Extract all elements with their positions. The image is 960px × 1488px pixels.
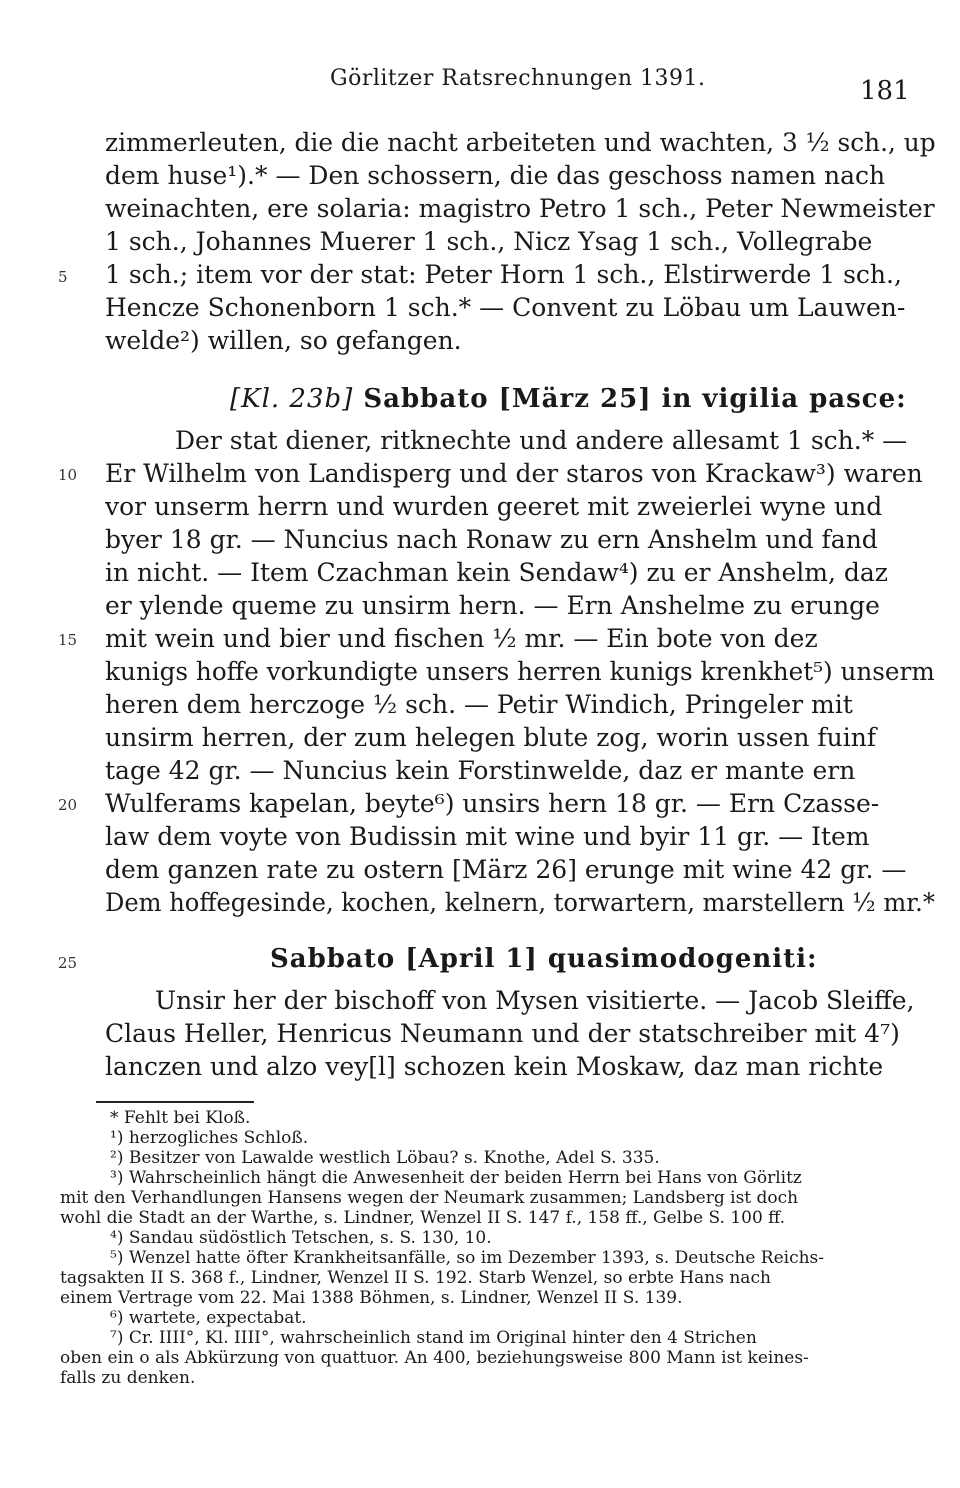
line-number: 25: [58, 954, 78, 972]
footnote: ¹) herzogliches Schloß.: [110, 1128, 309, 1148]
text-line: unsirm herren, der zum helegen blute zog, worin ussen fuinf: [105, 723, 877, 752]
footnote: ³) Wahrscheinlich hängt die Anwesenheit der beiden Herrn bei Hans von Görlitz: [110, 1168, 802, 1188]
text-line: mit wein und bier und fischen ½ mr. — Ein bote von dez: [105, 624, 818, 653]
heading-text: Sabbato [April 1] quasimodogeniti:: [270, 944, 818, 974]
footnote: falls zu denken.: [60, 1368, 196, 1388]
text-line: Hencze Schonenborn 1 sch.* — Convent zu Löbau um Lauwen-: [105, 293, 906, 322]
footnote: tagsakten II S. 368 f., Lindner, Wenzel II S. 192. Starb Wenzel, so erbte Hans nach: [60, 1268, 771, 1288]
text-line: 1 sch.; item vor der stat: Peter Horn 1 sch., Elstirwerde 1 sch.,: [105, 260, 902, 289]
footnote: ²) Besitzer von Lawalde westlich Löbau? s. Knothe, Adel S. 335.: [110, 1148, 660, 1168]
text-line: lanczen und alzo vey[l] schozen kein Moskaw, daz man richte: [105, 1052, 884, 1081]
text-line: in nicht. — Item Czachman kein Sendaw⁴) zu er Anshelm, daz: [105, 558, 888, 587]
text-line: er ylende queme zu unsirm hern. — Ern Anshelme zu erunge: [105, 591, 880, 620]
line-number: 20: [58, 796, 78, 814]
line-number: 5: [58, 268, 68, 286]
folio-reference: [Kl. 23b]: [230, 384, 354, 414]
text-line: Er Wilhelm von Landisperg und der staros von Krackaw³) waren: [105, 459, 923, 488]
text-line: Claus Heller, Henricus Neumann und der statschreiber mit 4⁷): [105, 1019, 900, 1048]
section-heading: [230, 384, 907, 414]
footnote: oben ein o als Abkürzung von quattuor. An 400, beziehungsweise 800 Mann ist keines-: [60, 1348, 809, 1368]
line-number: 10: [58, 466, 78, 484]
running-head: Görlitzer Ratsrechnungen 1391.: [330, 66, 706, 91]
footnote: ⁵) Wenzel hatte öfter Krankheitsanfälle, so im Dezember 1393, s. Deutsche Reichs-: [110, 1248, 825, 1268]
footnote: wohl die Stadt an der Warthe, s. Lindner, Wenzel II S. 147 f., 158 ff., Gelbe S. 100 ff.: [60, 1208, 786, 1228]
text-line: dem ganzen rate zu ostern [März 26] erunge mit wine 42 gr. —: [105, 855, 907, 884]
footnote: ⁴) Sandau südöstlich Tetschen, s. S. 130, 10.: [110, 1228, 492, 1248]
heading-text: Sabbato [März 25] in vigilia pasce:: [363, 384, 907, 414]
footnote: ⁷) Cr. IIII°, Kl. IIII°, wahrscheinlich stand im Original hinter den 4 Strichen: [110, 1328, 757, 1348]
page-number: 181: [860, 76, 910, 106]
text-line: byer 18 gr. — Nuncius nach Ronaw zu ern Anshelm und fand: [105, 525, 878, 554]
text-line: zimmerleuten, die die nacht arbeiteten und wachten, 3 ½ sch., up: [105, 128, 936, 157]
text-line: heren dem herczoge ½ sch. — Petir Windich, Pringeler mit: [105, 690, 853, 719]
footnote: mit den Verhandlungen Hansens wegen der Neumark zusammen; Landsberg ist doch: [60, 1188, 799, 1208]
text-line: weinachten, ere solaria: magistro Petro 1 sch., Peter Newmeister: [105, 194, 935, 223]
text-line: tage 42 gr. — Nuncius kein Forstinwelde, daz er mante ern: [105, 756, 856, 785]
section-heading: [270, 944, 818, 974]
text-line: Der stat diener, ritknechte und andere allesamt 1 sch.* —: [175, 426, 908, 455]
text-line: vor unserm herrn und wurden geeret mit zweierlei wyne und: [105, 492, 883, 521]
footnote: * Fehlt bei Kloß.: [110, 1108, 251, 1128]
text-line: Wulferams kapelan, beyte⁶) unsirs hern 18 gr. — Ern Czasse-: [105, 789, 880, 818]
text-line: welde²) willen, so gefangen.: [105, 326, 462, 355]
line-number: 15: [58, 631, 78, 649]
text-line: law dem voyte von Budissin mit wine und byir 11 gr. — Item: [105, 822, 870, 851]
text-line: dem huse¹).* — Den schossern, die das geschoss namen nach: [105, 161, 886, 190]
footnote: einem Vertrage vom 22. Mai 1388 Böhmen, s. Lindner, Wenzel II S. 139.: [60, 1288, 683, 1308]
text-line: kunigs hoffe vorkundigte unsers herren kunigs krenkhet⁵) unserm: [105, 657, 935, 686]
text-line: Unsir her der bischoff von Mysen visitierte. — Jacob Sleiffe,: [155, 986, 915, 1015]
footnote-rule: [96, 1101, 254, 1103]
footnote: ⁶) wartete, expectabat.: [110, 1308, 307, 1328]
text-line: Dem hoffegesinde, kochen, kelnern, torwartern, marstellern ½ mr.*: [105, 888, 935, 917]
text-line: 1 sch., Johannes Muerer 1 sch., Nicz Ysag 1 sch., Vollegrabe: [105, 227, 873, 256]
